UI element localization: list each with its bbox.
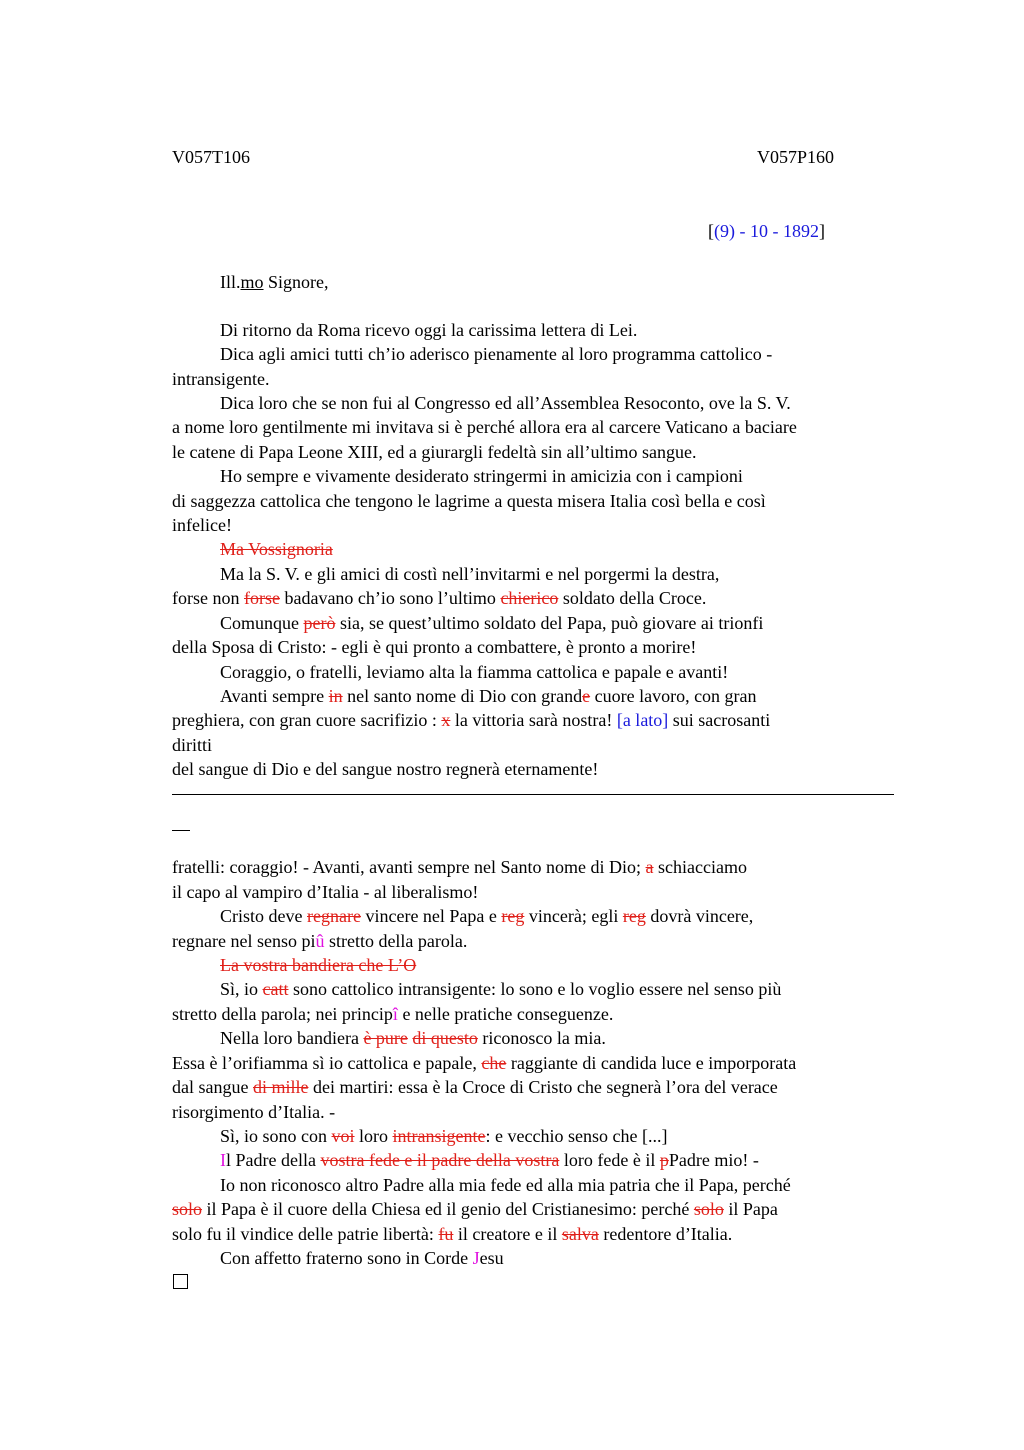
text-line: fratelli: coraggio! - Avanti, avanti sempre nel Santo nome di Dio; a schiacciamo <box>172 857 748 877</box>
separator-rule-tail <box>172 830 190 831</box>
text-line: le catene di Papa Leone XIII, ed a giurargli fedeltà sin all’ultimo sangue. <box>172 442 697 462</box>
text-line: Il Padre della vostra fede e il padre della vostra loro fede è il pPadre mio! - <box>220 1150 759 1170</box>
text-line: Coraggio, o fratelli, leviamo alta la fiamma cattolica e papale e avanti! <box>220 662 729 682</box>
text-line: dal sangue di mille dei martiri: essa è la Croce di Cristo che segnerà l’ora del verace <box>172 1077 778 1097</box>
text-line: diritti <box>172 735 212 755</box>
document-code-left: V057T106 <box>172 147 250 167</box>
text-line: intransigente. <box>172 369 270 389</box>
text-line: Sì, io catt sono cattolico intransigente: lo sono e lo voglio essere nel senso più <box>220 979 782 999</box>
end-marker-box <box>173 1274 188 1289</box>
deleted-line: La vostra bandiera che L’O <box>220 955 417 975</box>
text-line: Ma la S. V. e gli amici di costì nell’invitarmi e nel porgermi la destra, <box>220 564 720 584</box>
text-line: Dica agli amici tutti ch’io aderisco pienamente al loro programma cattolico - <box>220 344 773 364</box>
text-line: risorgimento d’Italia. - <box>172 1102 336 1122</box>
text-line: Io non riconosco altro Padre alla mia fede ed alla mia patria che il Papa, perché <box>220 1175 791 1195</box>
deleted-line: Ma Vossignoria <box>220 539 333 559</box>
text-line: Avanti sempre in nel santo nome di Dio con grande cuore lavoro, con gran <box>220 686 757 706</box>
text-line: preghiera, con gran cuore sacrifizio : x la vittoria sarà nostra! [a lato] sui sacrosanti <box>172 710 771 730</box>
letter-date: [(9) - 10 - 1892] <box>708 221 825 241</box>
text-line: Essa è l’orifiamma sì io cattolica e papale, che raggiante di candida luce e imporporata <box>172 1053 797 1073</box>
text-line: solo il Papa è il cuore della Chiesa ed il genio del Cristianesimo: perché solo il Papa <box>172 1199 778 1219</box>
text-line: della Sposa di Cristo: - egli è qui pronto a combattere, è pronto a morire! <box>172 637 697 657</box>
text-line: Dica loro che se non fui al Congresso ed all’Assemblea Resoconto, ove la S. V. <box>220 393 791 413</box>
text-line: Sì, io sono con voi loro intransigente: e vecchio senso che [...] <box>220 1126 668 1146</box>
text-line: Cristo deve regnare vincere nel Papa e reg vincerà; egli reg dovrà vincere, <box>220 906 754 926</box>
text-line: forse non forse badavano ch’io sono l’ultimo chierico soldato della Croce. <box>172 588 707 608</box>
text-line: a nome loro gentilmente mi invitava si è perché allora era al carcere Vaticano a baciare <box>172 417 797 437</box>
text-line: Comunque però sia, se quest’ultimo soldato del Papa, può giovare ai trionfi <box>220 613 764 633</box>
salutation: Ill.mo Signore, <box>220 272 329 292</box>
separator-rule <box>172 793 894 795</box>
text-line: il capo al vampiro d’Italia - al liberalismo! <box>172 882 479 902</box>
closing-line: Con affetto fraterno sono in Corde Jesu <box>220 1248 504 1268</box>
text-line: stretto della parola; nei principî e nelle pratiche conseguenze. <box>172 1004 614 1024</box>
text-line: Nella loro bandiera è pure di questo riconosco la mia. <box>220 1028 606 1048</box>
text-line: regnare nel senso piû stretto della parola. <box>172 931 468 951</box>
document-code-right: V057P160 <box>757 147 835 167</box>
text-line: infelice! <box>172 515 232 535</box>
text-line: Di ritorno da Roma ricevo oggi la carissima lettera di Lei. <box>220 320 638 340</box>
text-line: solo fu il vindice delle patrie libertà: fu il creatore e il salva redentore d’Italia. <box>172 1224 733 1244</box>
text-line: di saggezza cattolica che tengono le lagrime a questa misera Italia così bella e così <box>172 491 766 511</box>
text-line: del sangue di Dio e del sangue nostro regnerà eternamente! <box>172 759 599 779</box>
text-line: Ho sempre e vivamente desiderato stringermi in amicizia con i campioni <box>220 466 743 486</box>
